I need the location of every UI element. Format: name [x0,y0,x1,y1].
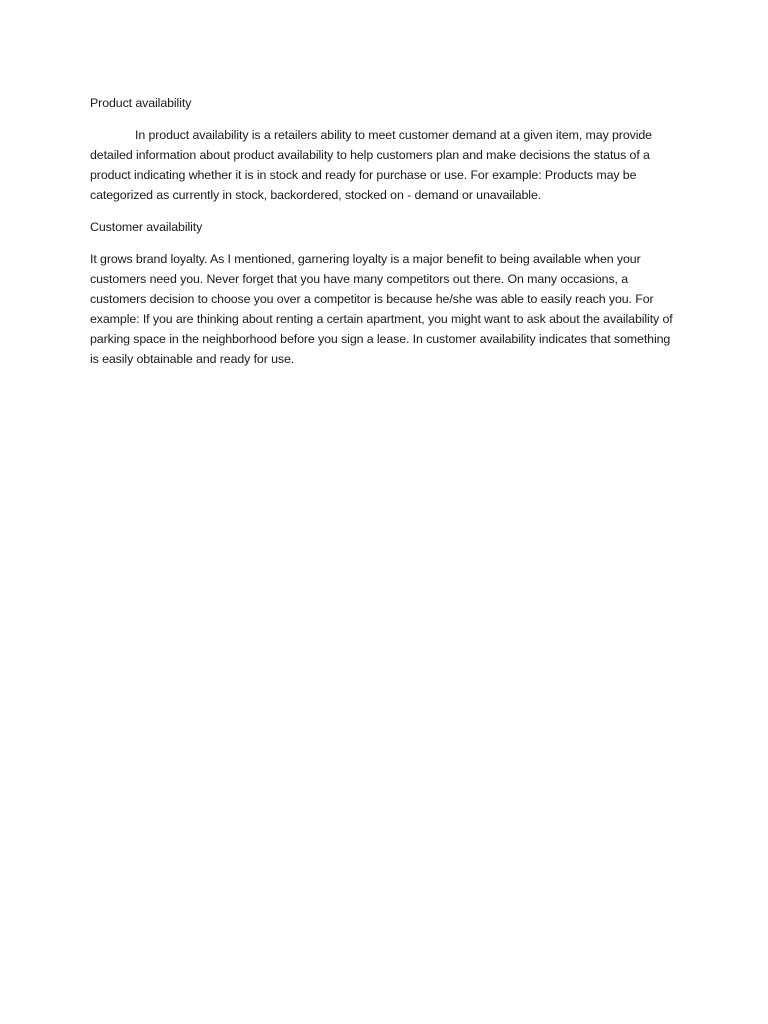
section-heading-customer-availability: Customer availability [90,220,203,234]
document-body [90,93,682,381]
paragraph-customer-availability: It grows brand loyalty. As I mentioned, garnering loyalty is a major benefit to being available when your customers need you. Never forget that you have many competitors out there. On many occasions, a customers decision to choose you over a competitor is because he/she was able to easily reach you. For example: If you are thinking about renting a certain apartment, you might want to ask about the availability of parking space in the neighborhood before you sign a lease. In customer availability indicates that something is easily obtainable and ready for use. [90,252,673,366]
paragraph-product-availability: In product availability is a retailers ability to meet customer demand at a given item, may provide detailed information about product availability to help customers plan and make decisions the status of a product indicating whether it is in stock and ready for purchase or use. For example: Products may be categorized as currently in stock, backordered, stocked on - demand or unavailable. [90,128,652,202]
section-heading-product-availability: Product availability [90,96,192,110]
